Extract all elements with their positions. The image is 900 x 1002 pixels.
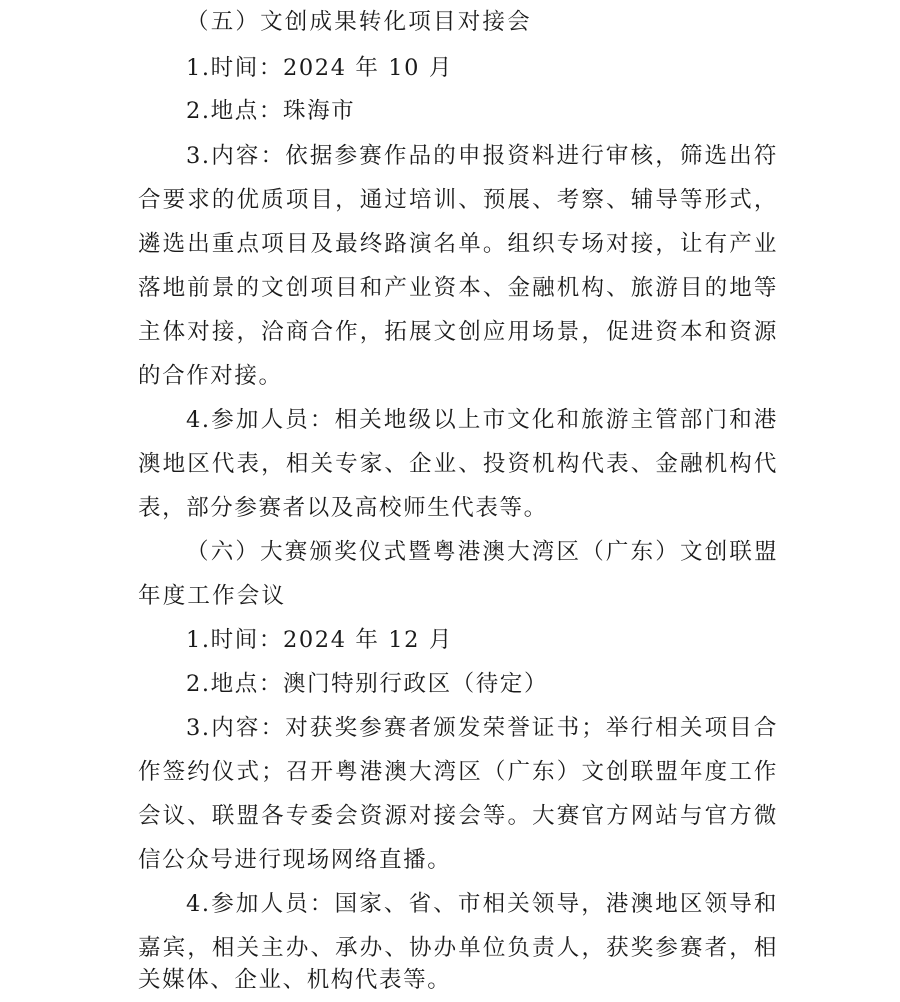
section-6-participants-line: 嘉宾，相关主办、承办、协办单位负责人，获奖参赛者，相 [138, 935, 778, 961]
section-6-content-line: 3.内容：对获奖参赛者颁发荣誉证书；举行相关项目合 [186, 715, 778, 741]
section-5-participants-line: 表，部分参赛者以及高校师生代表等。 [138, 495, 548, 521]
section-6-participants-line: 关媒体、企业、机构代表等。 [138, 967, 452, 993]
section-6-content-line: 信公众号进行现场网络直播。 [138, 847, 452, 873]
section-5-heading: （五）文创成果转化项目对接会 [186, 9, 532, 35]
section-5-place: 2.地点：珠海市 [186, 98, 356, 124]
section-6-place: 2.地点：澳门特别行政区（待定） [186, 671, 549, 697]
section-6-content-line: 会议、联盟各专委会资源对接会等。大赛官方网站与官方微 [138, 803, 778, 829]
section-5-participants-line: 4.参加人员：相关地级以上市文化和旅游主管部门和港 [186, 407, 778, 433]
section-6-participants-line: 4.参加人员：国家、省、市相关领导，港澳地区领导和 [186, 891, 778, 917]
section-5-time: 1.时间：2024 年 10 月 [186, 55, 453, 81]
section-5-participants-line: 澳地区代表，相关专家、企业、投资机构代表、金融机构代 [138, 451, 778, 477]
section-5-content-line: 合要求的优质项目，通过培训、预展、考察、辅导等形式， [138, 187, 778, 213]
section-5-content-line: 的合作对接。 [138, 363, 283, 389]
section-6-heading-continuation: 年度工作会议 [138, 583, 287, 609]
section-5-content-line: 主体对接，洽商合作，拓展文创应用场景，促进资本和资源 [138, 319, 778, 345]
section-6-time: 1.时间：2024 年 12 月 [186, 627, 453, 653]
section-6-heading: （六）大赛颁奖仪式暨粤港澳大湾区（广东）文创联盟 [186, 539, 779, 565]
section-5-content-line: 3.内容：依据参赛作品的申报资料进行审核，筛选出符 [186, 143, 778, 169]
section-5-content-line: 落地前景的文创项目和产业资本、金融机构、旅游目的地等 [138, 275, 778, 301]
section-5-content-line: 遴选出重点项目及最终路演名单。组织专场对接，让有产业 [138, 231, 778, 257]
section-6-content-line: 作签约仪式；召开粤港澳大湾区（广东）文创联盟年度工作 [138, 759, 778, 785]
